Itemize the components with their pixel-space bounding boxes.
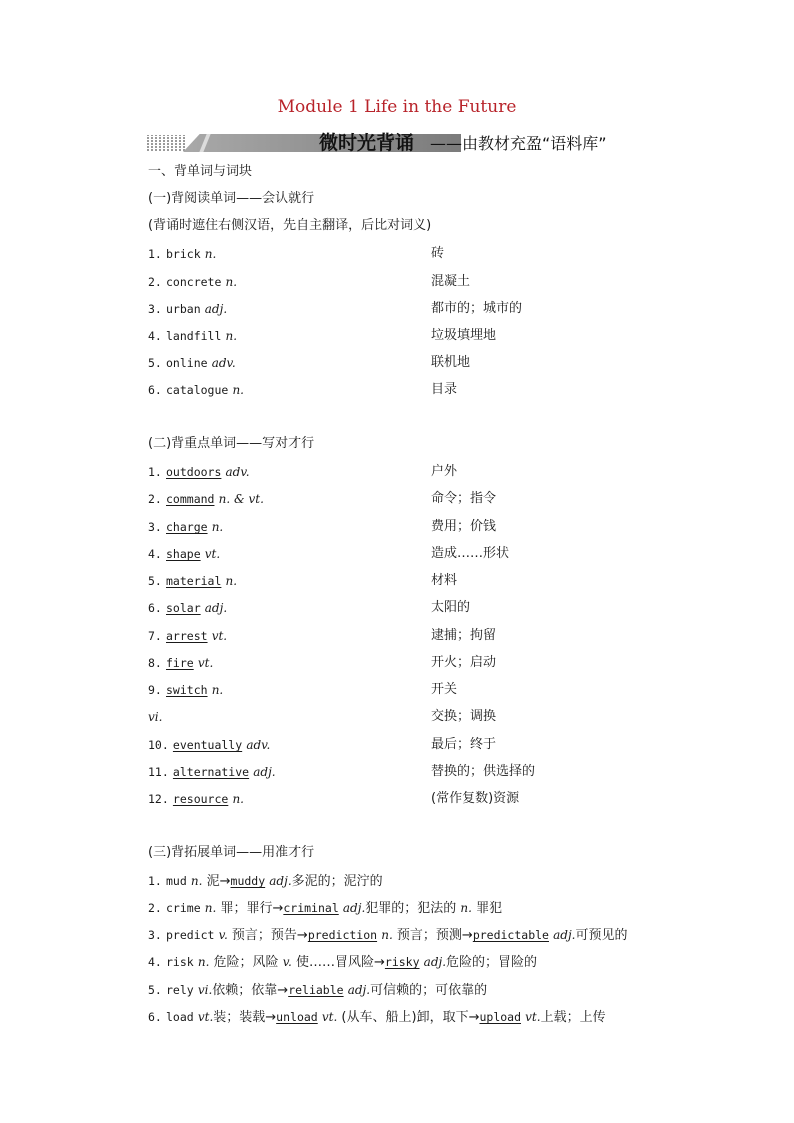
derived-word: unload: [276, 1010, 318, 1024]
vocab-word: material: [166, 574, 222, 588]
vocab-row: 5. material n.: [148, 574, 238, 588]
derived-word: reliable: [288, 983, 344, 997]
vocab-meaning: 最后；终于: [431, 737, 497, 752]
vocab-meaning: 开火；启动: [431, 655, 497, 670]
vocab-row: 7. arrest vt.: [148, 629, 228, 643]
derived-word: prediction: [307, 928, 378, 942]
extension-row: 4. risk n. 危险；风险 v. 使……冒风险→risky adj.危险的；冒险的: [148, 955, 538, 970]
vocab-word: switch: [166, 683, 208, 697]
vocab-meaning: 替换的；供选择的: [431, 764, 536, 779]
vocab-row: 11. alternative adj.: [148, 765, 276, 779]
vocab-meaning: 户外: [431, 464, 458, 479]
vocab-row: 1. outdoors adv.: [148, 465, 250, 479]
vocab-row: 3. urban adj.: [148, 302, 228, 316]
vocab-word: fire: [166, 656, 194, 670]
vocab-word: shape: [166, 547, 201, 561]
extension-row: 1. mud n. 泥→muddy adj.多泥的；泥泞的: [148, 874, 383, 889]
vocab-word: charge: [166, 520, 208, 534]
vocab-row: 6. catalogue n.: [148, 383, 244, 397]
vocab-word: brick: [166, 247, 201, 261]
vocab-word: online: [166, 356, 208, 370]
vocab-meaning: 混凝土: [431, 274, 471, 289]
part1-note: (背诵时遮住右侧汉语，先自主翻译，后比对词义): [148, 218, 432, 233]
vocab-row: 2. concrete n.: [148, 275, 238, 289]
vocab-meaning: 命令；指令: [431, 491, 497, 506]
vocab-meaning: 逮捕；拘留: [431, 628, 497, 643]
vocab-word: eventually: [172, 738, 243, 752]
banner-grid-decoration: [147, 135, 185, 151]
vocab-meaning: 垃圾填埋地: [431, 328, 497, 343]
vocab-row: 12. resource n.: [148, 792, 244, 806]
part1-heading: (一)背阅读单词——会认就行: [148, 191, 315, 206]
vocab-row: 4. landfill n.: [148, 329, 238, 343]
derived-word: muddy: [230, 874, 266, 888]
part3-heading: (三)背拓展单词——用准才行: [148, 845, 315, 860]
vocab-word: arrest: [166, 629, 208, 643]
vocab-row: 2. command n. & vt.: [148, 492, 264, 506]
derived-word: predictable: [472, 928, 549, 942]
page-title: Module 1 Life in the Future: [277, 97, 517, 117]
banner-title: 微时光背诵: [319, 132, 415, 154]
vocab-row: 4. shape vt.: [148, 547, 221, 561]
vocab-row: vi.: [148, 710, 163, 724]
vocab-word: urban: [166, 302, 201, 316]
vocab-row: 3. charge n.: [148, 520, 224, 534]
vocab-meaning: 联机地: [431, 355, 471, 370]
vocab-row: 5. online adv.: [148, 356, 236, 370]
vocab-word: command: [166, 492, 215, 506]
vocab-meaning: 费用；价钱: [431, 519, 497, 534]
vocab-meaning: 交换；调换: [431, 709, 497, 724]
vocab-row: 10. eventually adv.: [148, 738, 271, 752]
vocab-row: 1. brick n.: [148, 247, 217, 261]
extension-row: 3. predict v. 预言；预告→prediction n. 预言；预测→predictable adj.可预见的: [148, 928, 628, 943]
vocab-word: resource: [172, 792, 229, 806]
vocab-word: catalogue: [166, 383, 229, 397]
extension-row: 6. load vt.装；装载→unload vt. (从车、船上)卸，取下→upload vt.上载；上传: [148, 1010, 606, 1025]
derived-word: upload: [479, 1010, 522, 1024]
vocab-row: 6. solar adj.: [148, 601, 228, 615]
vocab-meaning: 太阳的: [431, 600, 471, 615]
vocab-row: 8. fire vt.: [148, 656, 214, 670]
vocab-word: concrete: [166, 275, 222, 289]
vocab-meaning: 砖: [431, 246, 445, 261]
extension-row: 2. crime n. 罪；罪行→criminal adj.犯罪的；犯法的 n. 罪犯: [148, 901, 503, 916]
derived-word: criminal: [283, 901, 339, 915]
vocab-meaning: 开关: [431, 682, 458, 697]
derived-word: risky: [384, 955, 420, 969]
vocab-meaning: 目录: [431, 382, 458, 397]
extension-row: 5. rely vi.依赖；依靠→reliable adj.可信赖的；可依靠的: [148, 983, 488, 998]
section-heading: 一、背单词与词块: [148, 164, 253, 179]
vocab-word: outdoors: [166, 465, 222, 479]
vocab-meaning: 造成……形状: [431, 546, 510, 561]
vocab-meaning: (常作复数)资源: [431, 791, 520, 806]
section-banner: [147, 131, 657, 155]
vocab-word: alternative: [172, 765, 250, 779]
banner-subtitle: ——由教材充盈“语料库”: [430, 134, 607, 153]
vocab-row: 9. switch n.: [148, 683, 224, 697]
vocab-meaning: 都市的；城市的: [431, 301, 523, 316]
vocab-meaning: 材料: [431, 573, 458, 588]
vocab-word: landfill: [166, 329, 222, 343]
part2-heading: (二)背重点单词——写对才行: [148, 436, 315, 451]
vocab-word: solar: [166, 601, 201, 615]
